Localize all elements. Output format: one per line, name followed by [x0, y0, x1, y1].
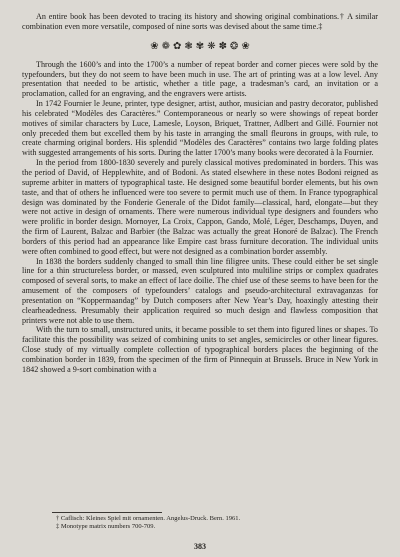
- footnotes: [22, 512, 378, 531]
- fleuron-icon: ❀: [241, 40, 250, 52]
- paragraph-classical-period: In the period from 1800-1830 severely and purely classical motives predominated in borders. This was the period of David, of Hepplewhite, and of Bodoni. As stated elsewhere in these notes Bodoni reigned as supreme arbiter in matters of typographical taste. He designed some beautiful border elements, but his own taste, and that of others he influenced were too severe to permit much use of them. In France typographical design was dominated by the Fonderie Generale of the Didot family—classical, hard, elongate—but they were not active in design of ornaments. There were numerous individual type designers and founders who were prolific in border design. Mornoyer, La Croix, Cappon, Gando, Molé, Léger, Deschamps, Duyen, and the firm of Laurent, Balzac and Barbier (the Balzac was actually the great Honoré de Balzac). The French borders of this period had an appearance like Empire cast brass furniture decoration. The individual units were often combined to good effect, but were not designed as a combination border assembly.: [22, 158, 378, 256]
- fleuron-icon: ✾: [195, 40, 205, 52]
- fleuron-icon: ❋: [207, 40, 216, 52]
- paragraph-combination-border: With the turn to small, unstructured units, it became possible to set them into figured lines or shapes. To facilitate this the possibility was seized of combining units to set angles, semicircles or other linear figures. Close study of my virtually complete collection of typographical borders places the beginning of the combination border in 1839, from the specimen of the firm of Pinnequin at Brussels. Bruce in New York in 1842 showed a 9-sort combination with a: [22, 325, 378, 374]
- ornament-border-sample: [22, 41, 378, 52]
- paragraph-1700s: Through the 1600’s and into the 1700’s a number of repeat border and corner pieces were sold by the typefounders, but they do not seem to have been much in use. The art of printing was at a low level. Any presentation that needed to be artistic, whether a title page, a tradesman’s card, an invitation or a proclamation, called for an engraving, and the engravers were artists.: [22, 59, 378, 99]
- fleuron-icon: ✽: [218, 40, 227, 52]
- footnote-double-dagger: ‡ Monotype matrix numbers 700-709.: [56, 523, 156, 530]
- paragraph-filigree: In 1838 the borders suddenly changed to small thin line filigree units. These could either be set single line for a thin structureless border, or massed, even sculptured into multiline strips or complex quadrates composed of several sorts, to make an effect of lace doilie. The chief use of these seems to have been for the amusement of the composers of typefounders’ catalogs and pseudo-architectural extravaganzas for presentation on “Koppermaandag” by Dutch composers after New Year’s Day, hoaxingly attesting their clearheadedness. Presumably their application required so much design and flawless composition that printers were not able to use them.: [22, 256, 378, 325]
- footnote-rule: [52, 512, 162, 513]
- fleuron-icon: ❁: [161, 40, 171, 52]
- fleuron-icon: ❀: [150, 40, 159, 52]
- footnote-dagger: † Caflisch: Kleines Spiel mit ornamenten. Angelus-Druck. Bern. 1961.: [56, 515, 241, 522]
- fleuron-icon: ✿: [173, 40, 182, 52]
- page-number: 383: [194, 542, 206, 551]
- paragraph-intro: An entire book has been devoted to tracing its history and showing original combinations.† A similar combination even more versatile, composed of nine sorts was devised about the same time.‡: [22, 12, 378, 31]
- paragraph-fournier: In 1742 Fournier le Jeune, printer, type designer, artist, author, musician and pastry decorator, published his celebrated “Modèles des Caractères.” Contemporaneous or nearly so were showings of repeat border motives of similar characters by Luce, Lamesle, Loyson, Briquet, Trattner, Adlbert and Gillé. Fournier not only preceded them but excelled them by his taste in arranging the small fleurons in groups, with rule, to create charming original borders. His splendid “Modèles des Caractères” contains two large folding plates with suggested arrangements of his sorts. During the latter 1700’s many books were decorated à la Fournier.: [22, 99, 378, 158]
- fleuron-icon: ❃: [184, 40, 193, 52]
- fleuron-icon: ❂: [229, 40, 239, 52]
